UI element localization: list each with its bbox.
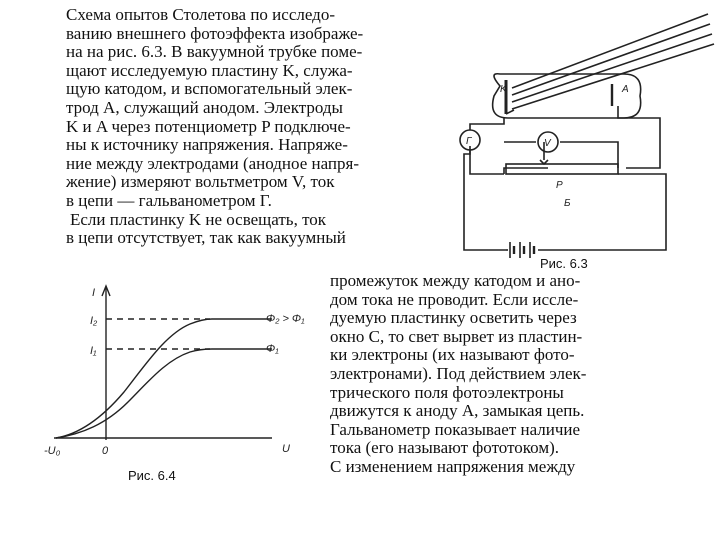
curve-upper-label: Φ₂ > Φ₁ <box>266 313 305 325</box>
text-line: Если пластинку K не освещать, ток <box>70 209 327 229</box>
curve-upper <box>56 319 272 438</box>
figure-6-3 <box>448 0 720 274</box>
level-upper-label: I₂ <box>90 315 98 327</box>
text-line: ванию внешнего фотоэффекта изображе- <box>66 23 364 43</box>
potentiometer <box>506 164 618 174</box>
text-line: дом тока не проводит. Если иссле- <box>330 289 579 309</box>
cathode-label: K <box>500 84 507 95</box>
galvanometer-label: Г <box>466 136 472 147</box>
text-line: трического поля фотоэлектроны <box>330 382 564 402</box>
text-line: щую катодом, и вспомогательный элек- <box>66 79 353 99</box>
text-line: окно C, то свет вырвет из пластин- <box>330 326 583 346</box>
level-lower-label: I₁ <box>90 345 97 357</box>
circuit-diagram <box>448 0 720 274</box>
text-line: на на рис. 6.3. В вакуумной трубке поме- <box>66 42 363 62</box>
text-line: тока (его называют фототоком). <box>330 438 560 458</box>
neg-voltage-label: -U₀ <box>44 445 61 457</box>
voltmeter-label: V <box>544 138 551 149</box>
text-line: в цепи — гальванометром Г. <box>66 190 272 210</box>
potentiometer-label: P <box>556 180 563 191</box>
figure-caption: Рис. 6.3 <box>540 256 588 271</box>
text-line: K и A через потенциометр P подключе- <box>66 116 351 136</box>
text-line: электронами). Под действием элек- <box>330 363 587 383</box>
anode-label: A <box>622 84 629 95</box>
battery-label: Б <box>564 198 571 209</box>
text-line: ние между электродами (анодное напря- <box>66 153 360 173</box>
text-line: трод A, служащий анодом. Электроды <box>66 97 343 117</box>
iv-characteristic-plot <box>40 276 330 486</box>
figure-6-4 <box>40 276 330 486</box>
text-line-cut: С изменением напряжения между <box>330 456 576 476</box>
text-line: ны к источнику напряжения. Напряже- <box>66 135 348 155</box>
origin-label: 0 <box>102 445 109 457</box>
text-line: щают исследуемую пластину K, служа- <box>66 60 353 80</box>
text-line: жение) измеряют вольтметром V, ток <box>66 172 335 192</box>
paragraph-right <box>330 271 686 476</box>
curve-lower-label: Φ₁ <box>266 343 279 355</box>
text-line: движутся к аноду A, замыкая цепь. <box>330 401 585 421</box>
text-line: промежуток между катодом и ано- <box>330 271 581 290</box>
x-axis-label: U <box>282 443 290 455</box>
figure-caption: Рис. 6.4 <box>128 468 176 483</box>
text-line: ки электроны (их называют фото- <box>330 345 575 365</box>
paragraph-top <box>66 6 438 248</box>
text-line: Схема опытов Столетова по исследо- <box>66 5 335 24</box>
y-axis-label: I <box>92 287 96 299</box>
text-line: дуемую пластинку осветить через <box>330 308 577 328</box>
text-line: Гальванометр показывает наличие <box>330 419 581 439</box>
text-line: в цепи отсутствует, так как вакуумный <box>66 228 346 248</box>
